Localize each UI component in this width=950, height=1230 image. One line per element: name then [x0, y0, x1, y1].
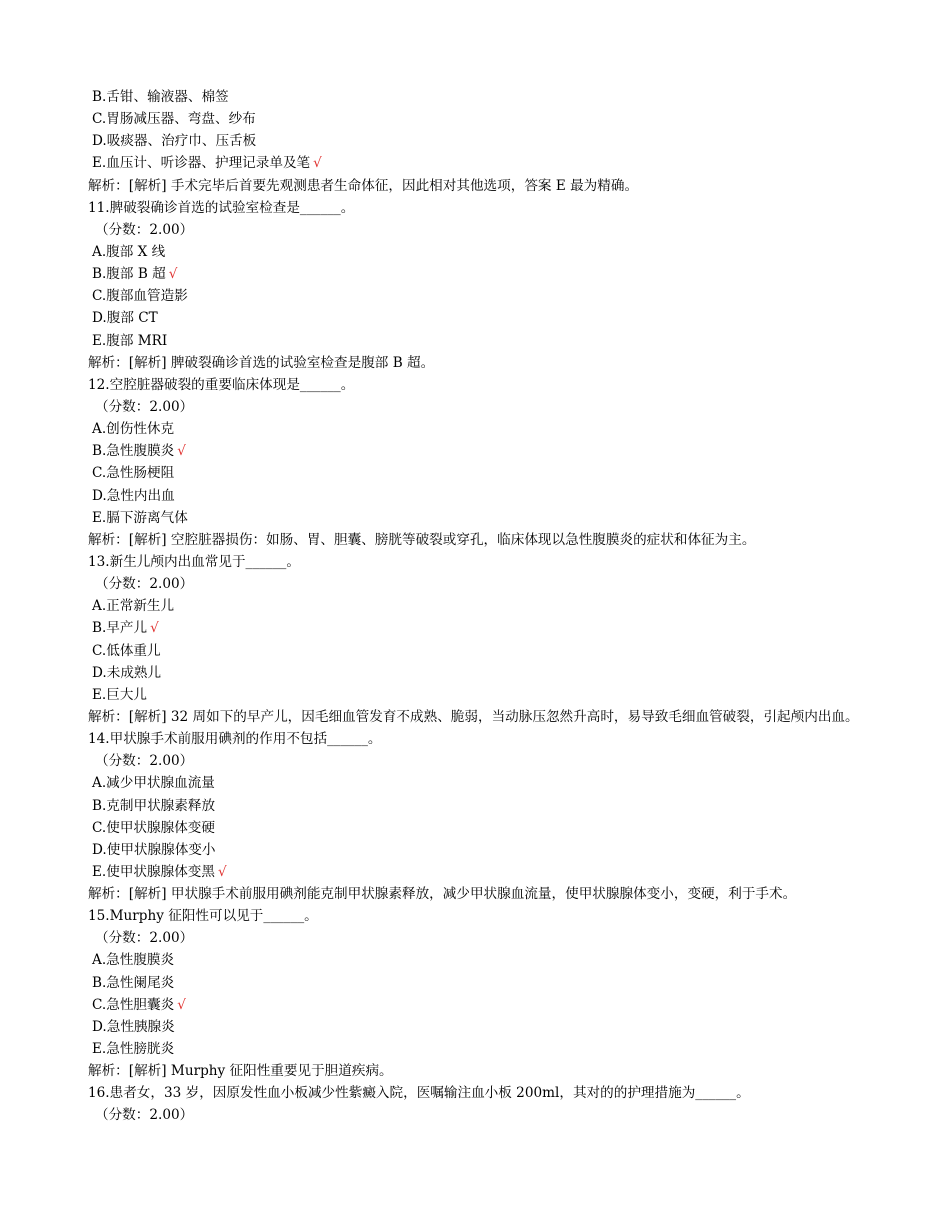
question-text	[0, 197, 950, 219]
answer-option	[0, 285, 950, 307]
answer-option	[0, 507, 950, 529]
answer-option	[0, 772, 950, 794]
line-text: C.腹部血管造影	[92, 288, 188, 305]
line-text: A.腹部 X 线	[92, 243, 166, 260]
line-text: B.急性阑尾炎	[92, 974, 175, 991]
line-text: C.使甲状腺腺体变硬	[92, 819, 215, 836]
line-text: B.腹部 B 超	[92, 266, 166, 283]
document-page	[0, 86, 950, 1127]
line-text: D.未成熟儿	[92, 664, 162, 681]
correct-check-icon: √	[168, 266, 178, 283]
question-score	[0, 219, 950, 241]
line-text: 11.脾破裂确诊首选的试验室检查是______。	[88, 199, 355, 216]
answer-option	[0, 972, 950, 994]
answer-option	[0, 307, 950, 329]
line-text: （分数：2.00）	[95, 398, 194, 415]
correct-check-icon: √	[177, 996, 186, 1013]
answer-option	[0, 1016, 950, 1038]
line-text: B.急性腹膜炎	[92, 443, 175, 460]
line-text: A.创伤性休克	[92, 421, 175, 438]
answer-option	[0, 817, 950, 839]
answer-option	[0, 617, 950, 639]
correct-check-icon: √	[177, 443, 186, 460]
explanation-text	[0, 1060, 950, 1082]
line-text: 13.新生儿颅内出血常见于______。	[88, 553, 300, 570]
answer-option	[0, 330, 950, 352]
answer-option	[0, 595, 950, 617]
answer-option	[0, 1038, 950, 1060]
question-text	[0, 1082, 950, 1104]
line-text: 解析：[解析] Murphy 征阳性重要见于胆道疾病。	[88, 1063, 393, 1080]
line-text: （分数：2.00）	[95, 753, 194, 770]
line-text: A.急性腹膜炎	[92, 952, 175, 969]
line-text: E.血压计、听诊器、护理记录单及笔	[92, 155, 311, 172]
line-text: 15.Murphy 征阳性可以见于______。	[88, 908, 318, 925]
line-text: A.减少甲状腺血流量	[92, 775, 215, 792]
line-text: D.使甲状腺腺体变小	[92, 841, 216, 858]
question-text	[0, 374, 950, 396]
correct-check-icon: √	[313, 155, 322, 172]
line-text: D.腹部 CT	[92, 310, 158, 327]
line-text: 16.患者女，33 岁，因原发性血小板减少性紫癜入院，医嘱输注血小板 200ml，其对的的护理措施为______。	[88, 1085, 750, 1102]
explanation-text	[0, 352, 950, 374]
line-text: 解析：[解析] 脾破裂确诊首选的试验室检查是腹部 B 超。	[88, 354, 435, 371]
line-text: A.正常新生儿	[92, 598, 175, 615]
question-score	[0, 927, 950, 949]
correct-check-icon: √	[218, 863, 227, 880]
answer-option	[0, 949, 950, 971]
line-text: E.使甲状腺腺体变黑	[92, 863, 215, 880]
line-text: C.急性胆囊炎	[92, 996, 175, 1013]
explanation-text	[0, 883, 950, 905]
line-text: （分数：2.00）	[95, 930, 194, 947]
line-text: 解析：[解析] 手术完毕后首要先观测患者生命体征，因此相对其他选项，答案 E 最为精确。	[88, 177, 639, 194]
answer-option	[0, 485, 950, 507]
answer-option	[0, 108, 950, 130]
answer-option	[0, 462, 950, 484]
line-text: B.早产儿	[92, 620, 148, 637]
explanation-text	[0, 706, 950, 728]
line-text: D.吸痰器、治疗巾、压舌板	[92, 133, 257, 150]
answer-option	[0, 418, 950, 440]
line-text: 解析：[解析] 32 周如下的早产儿，因毛细血管发育不成熟、脆弱，当动脉压忽然升高时，易导致毛细血管破裂，引起颅内出血。	[88, 708, 859, 725]
question-text	[0, 551, 950, 573]
line-text: E.急性膀胱炎	[92, 1041, 175, 1058]
line-text: B.舌钳、输液器、棉签	[92, 89, 229, 105]
answer-option	[0, 861, 950, 883]
line-text: C.胃肠减压器、弯盘、纱布	[92, 111, 256, 128]
answer-option	[0, 795, 950, 817]
line-text: C.急性肠梗阻	[92, 465, 175, 482]
answer-option	[0, 640, 950, 662]
line-text: 14.甲状腺手术前服用碘剂的作用不包括______。	[88, 731, 382, 748]
question-score	[0, 573, 950, 595]
line-text: E.巨大儿	[92, 686, 148, 703]
explanation-text	[0, 529, 950, 551]
line-text: （分数：2.00）	[95, 576, 194, 593]
line-text: 12.空腔脏器破裂的重要临床体现是______。	[88, 376, 355, 393]
answer-option	[0, 440, 950, 462]
answer-option	[0, 130, 950, 152]
line-text: 解析：[解析] 甲状腺手术前服用碘剂能克制甲状腺素释放，减少甲状腺血流量，使甲状腺腺体变小，变硬，利于手术。	[88, 886, 797, 903]
line-text: C.低体重儿	[92, 642, 161, 659]
answer-option	[0, 684, 950, 706]
answer-option	[0, 263, 950, 285]
question-text	[0, 905, 950, 927]
question-score	[0, 396, 950, 418]
answer-option	[0, 152, 950, 174]
line-text: D.急性胰腺炎	[92, 1018, 175, 1035]
line-text: （分数：2.00）	[95, 1107, 194, 1124]
line-text: 解析：[解析] 空腔脏器损伤：如肠、胃、胆囊、膀胱等破裂或穿孔，临床体现以急性腹膜炎的症状和体征为主。	[88, 531, 756, 548]
question-score	[0, 1104, 950, 1126]
answer-option	[0, 241, 950, 263]
explanation-text	[0, 175, 950, 197]
answer-option	[0, 662, 950, 684]
question-score	[0, 750, 950, 772]
line-text: （分数：2.00）	[95, 221, 194, 238]
line-text: B.克制甲状腺素释放	[92, 797, 216, 814]
line-text: E.膈下游离气体	[92, 509, 188, 526]
line-text: D.急性内出血	[92, 487, 175, 504]
question-text	[0, 728, 950, 750]
line-text: E.腹部 MRI	[92, 332, 168, 349]
answer-option	[0, 994, 950, 1016]
correct-check-icon: √	[150, 620, 159, 637]
answer-option	[0, 86, 950, 108]
answer-option	[0, 839, 950, 861]
